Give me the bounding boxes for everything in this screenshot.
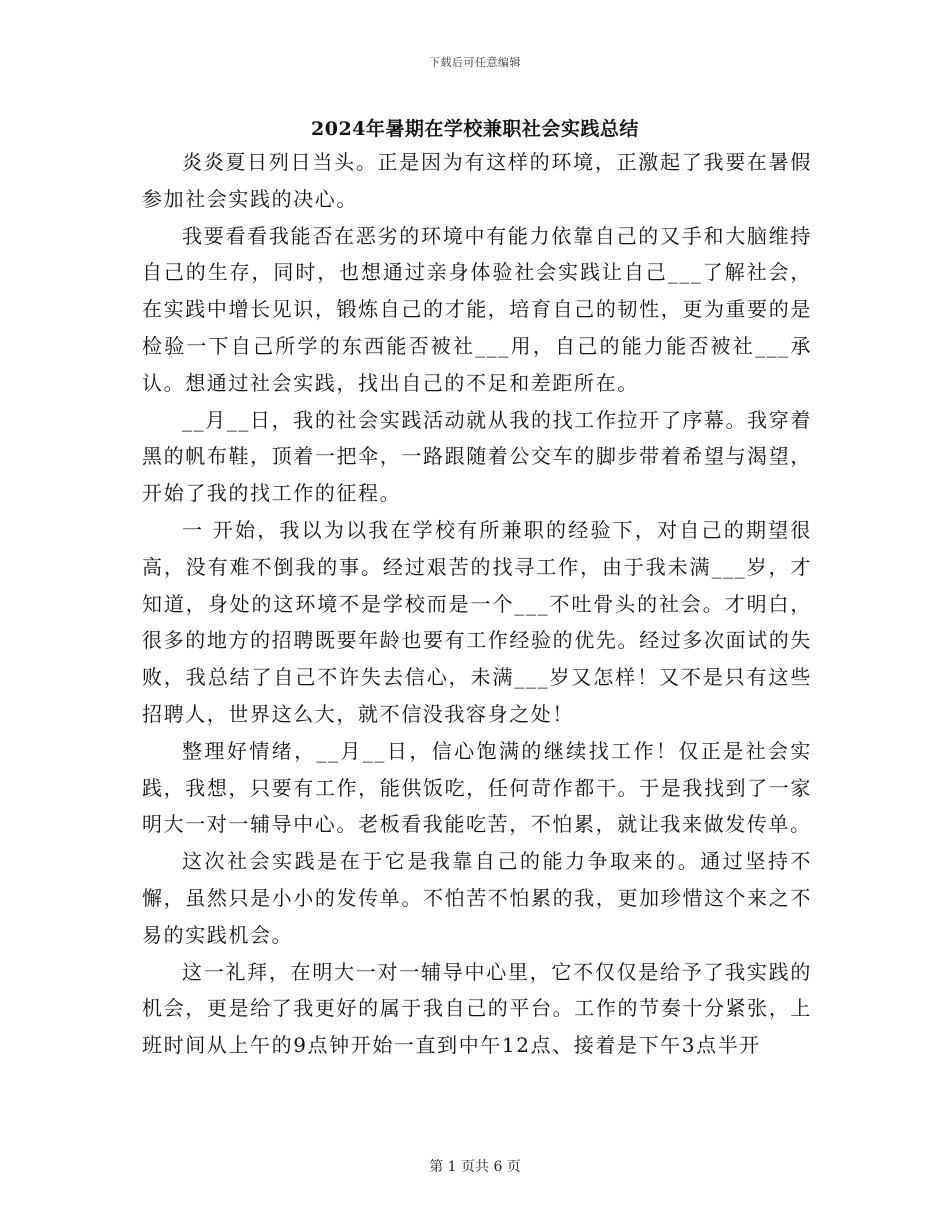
page-number: 第 1 页共 6 页	[429, 1159, 521, 1175]
paragraph-1: 炎炎夏日列日当头。正是因为有这样的环境，正激起了我要在暑假参加社会实践的决心。	[142, 150, 812, 211]
paragraph-7: 这一礼拜，在明大一对一辅导中心里，它不仅仅是给予了我实践的机会，更是给了我更好的属于我自己的平台。工作的节奏十分紧张，上班时间从上午的9点钟开始一直到中午12点、接着是下午3点半开	[142, 959, 812, 1058]
paragraph-3: __月__日，我的社会实践活动就从我的找工作拉开了序幕。我穿着黑的帆布鞋，顶着一把伞，一路跟随着公交车的脚步带着希望与渴望，开始了我的找工作的征程。	[142, 407, 812, 506]
paragraph-4: 一 开始，我以为以我在学校有所兼职的经验下，对自己的期望很高，没有难不倒我的事。经过艰苦的找寻工作，由于我未满___岁，才知道，身处的这环境不是学校而是一个___不吐骨头的社会。才明白，很多的地方的招聘既要年龄也要有工作经验的优先。经过多次面试的失败，我总结了自己不许失去信心，未满___岁又怎样！又不是只有这些招聘人，世界这么大，就不信没我容身之处！	[142, 517, 812, 726]
document-body	[142, 144, 812, 1064]
paragraph-6: 这次社会实践是在于它是我靠自己的能力争取来的。通过坚持不懈，虽然只是小小的发传单。不怕苦不怕累的我，更加珍惜这个来之不易的实践机会。	[142, 849, 812, 947]
document-title: 2024年暑期在学校兼职社会实践总结	[311, 118, 639, 140]
header-note: 下载后可任意编辑	[429, 56, 521, 69]
paragraph-2: 我要看看我能否在恶劣的环境中有能力依靠自己的又手和大脑维持自己的生存，同时，也想通过亲身体验社会实践让自己___了解社会，在实践中增长见识，锻炼自己的才能，培育自己的韧性，更为重要的是检验一下自己所学的东西能否被社___用，自己的能力能否被社___承认。想通过社会实践，找出自己的不足和差距所在。	[142, 223, 812, 395]
paragraph-5: 整理好情绪，__月__日，信心饱满的继续找工作！仅正是社会实践，我想，只要有工作，能供饭吃，任何苛作都干。于是我找到了一家明大一对一辅导中心。老板看我能吃苦，不怕累，就让我来做发传单。	[142, 738, 812, 837]
